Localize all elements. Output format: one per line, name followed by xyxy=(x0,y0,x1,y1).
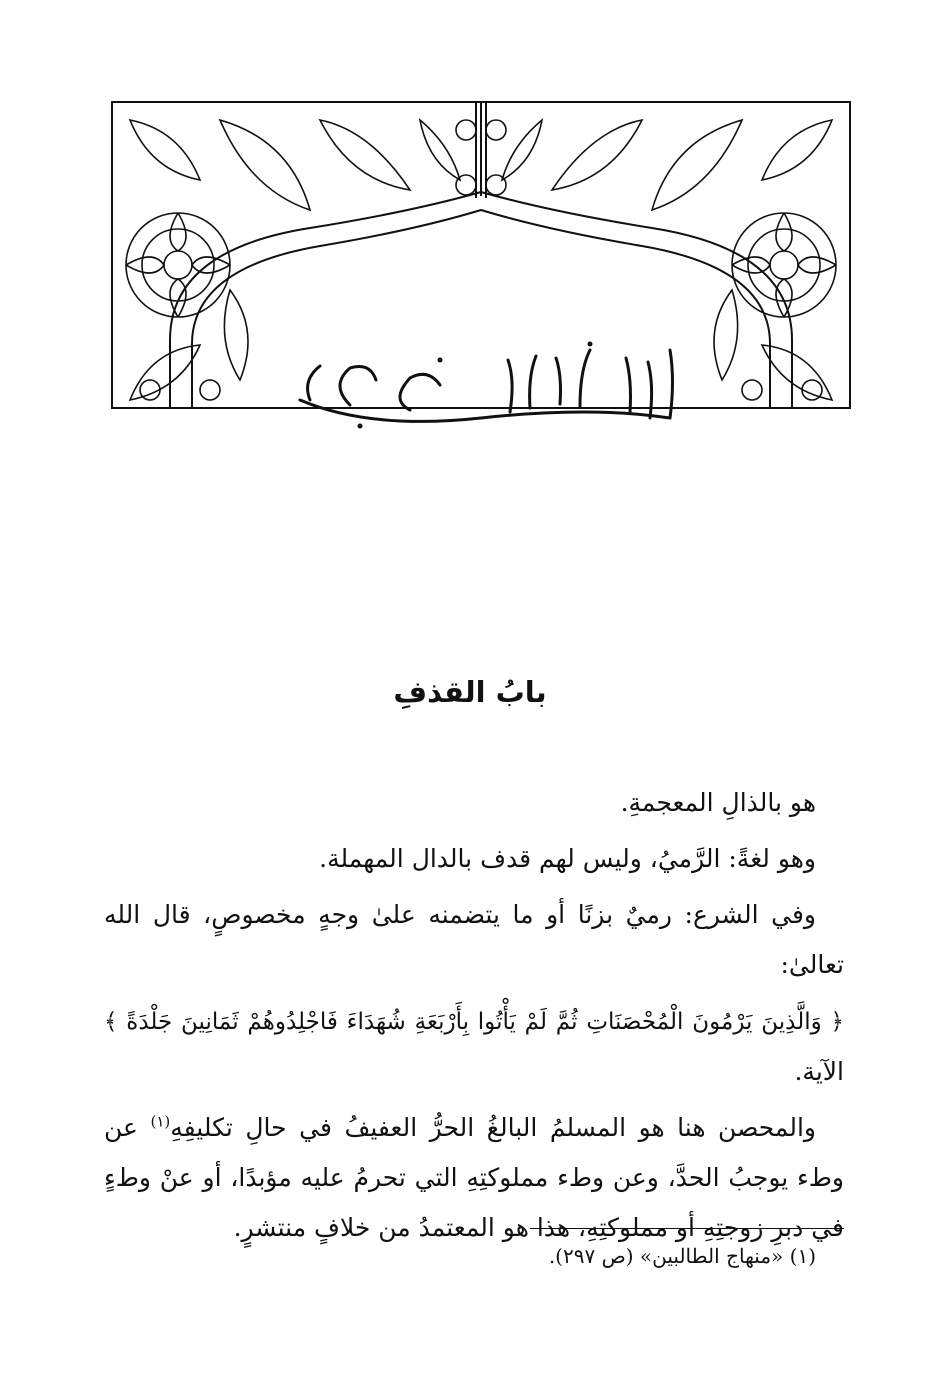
quran-verse: ﴿ وَالَّذِينَ يَرْمُونَ الْمُحْصَنَاتِ ثُمَّ لَمْ يَأْتُوا بِأَرْبَعَةِ شُهَدَاءَ فَاجْلِدُوهُمْ ثَمَانِينَ جَلْدَةً ﴾ xyxy=(104,1009,844,1035)
paragraph-3: وفي الشرع: رميٌ بزنًا أو ما يتضمنه علىٰ وجهٍ مخصوصٍ، قال الله تعالىٰ: xyxy=(104,900,844,979)
paragraph-2: وهو لغةً: الرَّميُ، وليس لهم قدف بالدال المهملة. xyxy=(319,844,816,873)
paragraph-4-start: والمحصن هنا هو المسلمُ البالغُ الحرُّ العفيفُ في حالِ تكليفِهِ xyxy=(170,1113,816,1142)
paragraph-4 xyxy=(104,1103,844,1253)
basmala-calligraphy: بسم الله الرحمن الرحيم xyxy=(475,390,487,391)
paragraph-1: هو بالذالِ المعجمةِ. xyxy=(620,788,816,817)
quran-suffix: الآية. xyxy=(794,1057,844,1086)
body-text xyxy=(104,778,844,1259)
header-ornament xyxy=(110,100,852,450)
footnote-divider xyxy=(530,1228,844,1229)
footnote-1: (١) «منهاج الطالبين» (ص ٢٩٧). xyxy=(548,1244,816,1268)
paragraph-4-end: عن وطء يوجبُ الحدَّ، وعن وطء مملوكتِهِ التي تحرمُ عليه مؤبدًا، أو عنْ وطءٍ في دبرِ زوجتِهِ أو مملوكتِهِ، هذا هو المعتمدُ من خلافٍ منتشرٍ. xyxy=(104,1113,844,1242)
chapter-title: بابُ القذفِ xyxy=(393,675,547,709)
footnote-ref-1[interactable]: (١) xyxy=(150,1112,171,1131)
quran-verse-line xyxy=(104,996,844,1097)
